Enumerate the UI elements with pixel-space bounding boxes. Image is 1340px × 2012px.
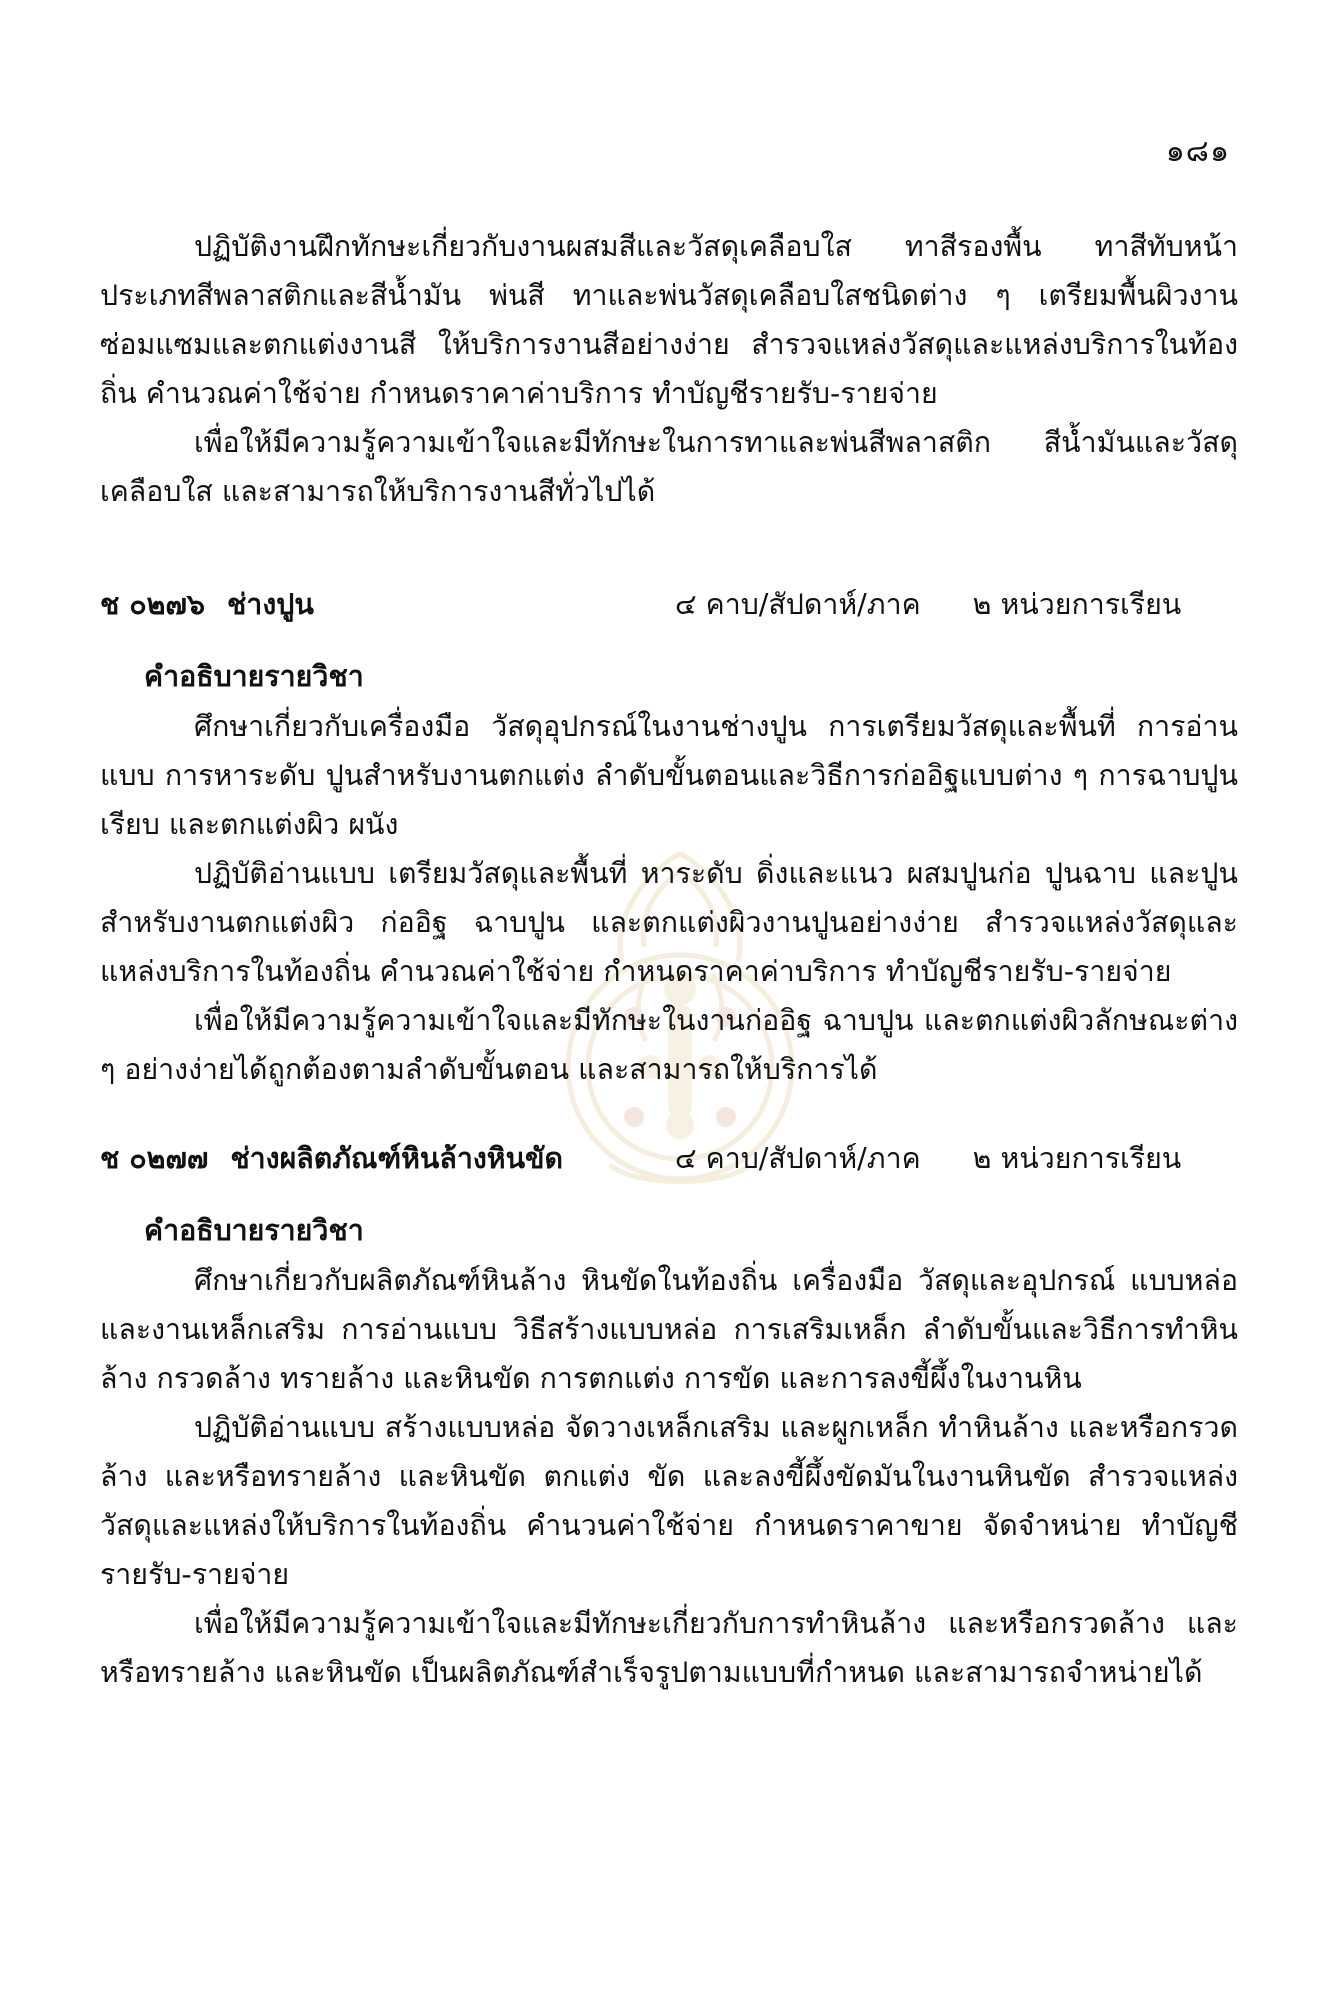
- course-description-title: คำอธิบายรายวิชา: [144, 1214, 364, 1247]
- course-section: [100, 580, 1238, 1094]
- course-credits: ๒ หน่วยการเรียน: [972, 1142, 1182, 1175]
- course-description-title: คำอธิบายรายวิชา: [144, 660, 364, 693]
- course-code: ช ๐๒๗๗: [100, 1142, 209, 1175]
- course-description-paragraph: ศึกษาเกี่ยวกับเครื่องมือ วัสดุอุปกรณ์ในงานช่างปูน การเตรียมวัสดุและพื้นที่ การอ่านแบบ การหาระดับ ปูนสำหรับงานตกแต่ง ลำดับขั้นตอนและวิธีการก่ออิฐแบบต่าง ๆ การฉาบปูนเรียบ และตกแต่งผิว ผนัง: [100, 710, 1238, 841]
- page-number: ๑๘๑: [1165, 134, 1230, 169]
- course-description-paragraph: เพื่อให้มีความรู้ความเข้าใจและมีทักษะเกี่ยวกับการทำหินล้าง และหรือกรวดล้าง และหรือทรายล้าง และหินขัด เป็นผลิตภัณฑ์สำเร็จรูปตามแบบที่กำหนด และสามารถจำหน่ายได้: [100, 1607, 1238, 1689]
- course-description-paragraph: เพื่อให้มีความรู้ความเข้าใจและมีทักษะในงานก่ออิฐ ฉาบปูน และตกแต่งผิวลักษณะต่าง ๆ อย่างง่ายได้ถูกต้องตามลำดับขั้นตอน และสามารถให้บริการได้: [100, 1004, 1238, 1086]
- document-content: [100, 222, 1238, 1697]
- course-description-paragraph: ปฏิบัติอ่านแบบ สร้างแบบหล่อ จัดวางเหล็กเสริม และผูกเหล็ก ทำหินล้าง และหรือกรวดล้าง และหรือทรายล้าง และหินขัด ตกแต่ง ขัด และลงขี้ผึ้งขัดมันในงานหินขัด สำรวจแหล่งวัสดุและแหล่งให้บริการในท้องถิ่น คำนวนค่าใช้จ่าย กำหนดราคาขาย จัดจำหน่าย ทำบัญชีรายรับ-รายจ่าย: [100, 1411, 1238, 1591]
- intro-paragraph: เพื่อให้มีความรู้ความเข้าใจและมีทักษะในการทาและพ่นสีพลาสติก สีน้ำมันและวัสดุเคลือบใส และสามารถให้บริการงานสีทั่วไปได้: [100, 426, 1238, 508]
- course-hours: ๔ คาบ/สัปดาห์/ภาค: [675, 588, 921, 621]
- course-name: ช่างปูน: [226, 588, 314, 621]
- course-name: ช่างผลิตภัณฑ์หินล้างหินขัด: [230, 1142, 564, 1175]
- course-meta: [675, 1134, 1181, 1184]
- intro-paragraph: ปฏิบัติงานฝึกทักษะเกี่ยวกับงานผสมสีและวัสดุเคลือบใส ทาสีรองพื้น ทาสีทับหน้าประเภทสีพลาสติกและสีน้ำมัน พ่นสี ทาและพ่นวัสดุเคลือบใสชนิดต่าง ๆ เตรียมพื้นผิวงาน ซ่อมแซมและตกแต่งงานสี ให้บริการงานสีอย่างง่าย สำรวจแหล่งวัสดุและแหล่งบริการในท้องถิ่น คำนวณค่าใช้จ่าย กำหนดราคาค่าบริการ ทำบัญชีรายรับ-รายจ่าย: [100, 230, 1238, 410]
- course-section: [100, 1134, 1238, 1697]
- course-title-group: [100, 580, 314, 630]
- intro-section: [100, 222, 1238, 516]
- course-description-paragraph: ศึกษาเกี่ยวกับผลิตภัณฑ์หินล้าง หินขัดในท้องถิ่น เครื่องมือ วัสดุและอุปกรณ์ แบบหล่อและงานเหล็กเสริม การอ่านแบบ วิธีสร้างแบบหล่อ การเสริมเหล็ก ลำดับขั้นและวิธีการทำหินล้าง กรวดล้าง ทรายล้าง และหินขัด การตกแต่ง การขัด และการลงขี้ผึ้งในงานหิน: [100, 1264, 1238, 1395]
- course-title-group: [100, 1134, 563, 1184]
- course-hours: ๔ คาบ/สัปดาห์/ภาค: [675, 1142, 921, 1175]
- course-header: [100, 1134, 1238, 1184]
- course-description-paragraph: ปฏิบัติอ่านแบบ เตรียมวัสดุและพื้นที่ หาระดับ ดิ่งและแนว ผสมปูนก่อ ปูนฉาบ และปูนสำหรับงานตกแต่งผิว ก่ออิฐ ฉาบปูน และตกแต่งผิวงานปูนอย่างง่าย สำรวจแหล่งวัสดุและแหล่งบริการในท้องถิ่น คำนวณค่าใช้จ่าย กำหนดราคาค่าบริการ ทำบัญชีรายรับ-รายจ่าย: [100, 857, 1238, 988]
- course-header: [100, 580, 1238, 630]
- course-code: ช ๐๒๗๖: [100, 588, 205, 621]
- course-meta: [675, 580, 1181, 630]
- course-credits: ๒ หน่วยการเรียน: [972, 588, 1182, 621]
